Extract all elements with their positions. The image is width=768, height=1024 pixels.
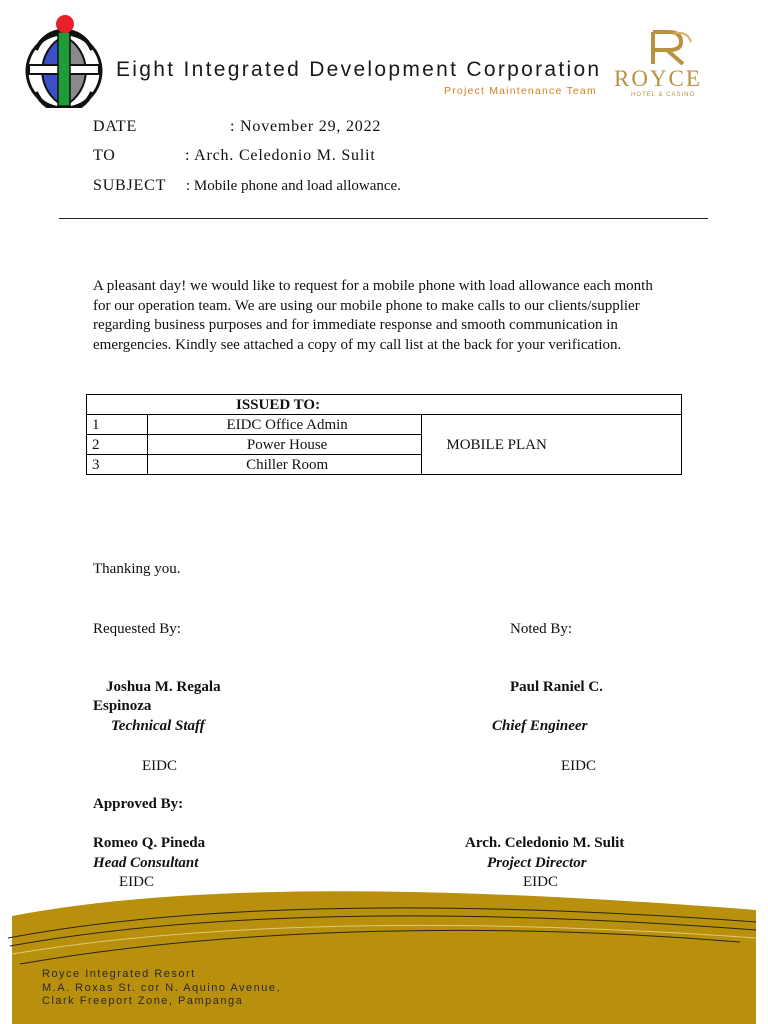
approver2-name: Arch. Celedonio M. Sulit bbox=[465, 835, 625, 851]
approver2-title: Project Director bbox=[487, 855, 587, 871]
footer-line-2: M.A. Roxas St. cor N. Aquino Avenue, bbox=[42, 981, 282, 994]
noter-name: Paul Raniel C. bbox=[510, 679, 603, 695]
subject-label: SUBJECT bbox=[93, 177, 167, 194]
royce-logo-subtext: HOTEL & CASINO bbox=[631, 92, 696, 98]
body-paragraph: A pleasant day! we would like to request for a mobile phone with load allowance each month for our operation team. We are using our mobile phone to make calls to our clients/supplier regarding business purposes and for immediate response and smooth communication in emergencies. Kindly see attached a copy of my call list at the back for your verification. bbox=[93, 278, 653, 353]
requested-by-label: Requested By: bbox=[93, 621, 181, 637]
mobile-plan-cell: MOBILE PLAN bbox=[422, 415, 682, 475]
royce-logo-mark bbox=[643, 28, 693, 68]
table-header: ISSUED TO: bbox=[87, 395, 682, 415]
to-value: : Arch. Celedonio M. Sulit bbox=[185, 147, 376, 164]
noter-org: EIDC bbox=[561, 758, 596, 774]
row-number: 1 bbox=[87, 415, 148, 435]
royce-logo-text: ROYCE bbox=[614, 66, 702, 91]
requester-name: Joshua M. Regala bbox=[106, 679, 221, 695]
row-name: EIDC Office Admin bbox=[147, 415, 421, 435]
approver1-org: EIDC bbox=[119, 874, 154, 890]
company-name: Eight Integrated Development Corporation bbox=[116, 58, 602, 81]
noter-title: Chief Engineer bbox=[492, 718, 588, 734]
requester-title: Technical Staff bbox=[111, 718, 205, 734]
requester-org: EIDC bbox=[142, 758, 177, 774]
to-label: TO bbox=[93, 147, 116, 164]
noted-by-label: Noted By: bbox=[510, 621, 573, 637]
header-divider bbox=[59, 218, 708, 219]
footer-line-3: Clark Freeport Zone, Pampanga bbox=[42, 995, 244, 1007]
row-name: Chiller Room bbox=[147, 455, 421, 475]
eidc-logo bbox=[24, 14, 104, 108]
footer-address bbox=[42, 968, 281, 1009]
approved-by-label: Approved By: bbox=[93, 796, 184, 812]
row-name: Power House bbox=[147, 435, 421, 455]
table-header-row bbox=[87, 395, 682, 415]
team-name: Project Maintenance Team bbox=[444, 85, 597, 97]
approver1-name: Romeo Q. Pineda bbox=[93, 835, 206, 851]
table-row bbox=[87, 415, 682, 435]
approver2-org: EIDC bbox=[523, 874, 558, 890]
subject-value: : Mobile phone and load allowance. bbox=[186, 178, 401, 194]
footer-line-1: Royce Integrated Resort bbox=[42, 968, 196, 980]
date-value: : November 29, 2022 bbox=[230, 118, 382, 135]
closing-text: Thanking you. bbox=[93, 561, 181, 577]
date-label: DATE bbox=[93, 118, 138, 135]
row-number: 3 bbox=[87, 455, 148, 475]
row-number: 2 bbox=[87, 435, 148, 455]
requester-name-cont: Espinoza bbox=[93, 698, 152, 714]
approver1-title: Head Consultant bbox=[93, 855, 199, 871]
issued-to-table bbox=[86, 394, 682, 475]
